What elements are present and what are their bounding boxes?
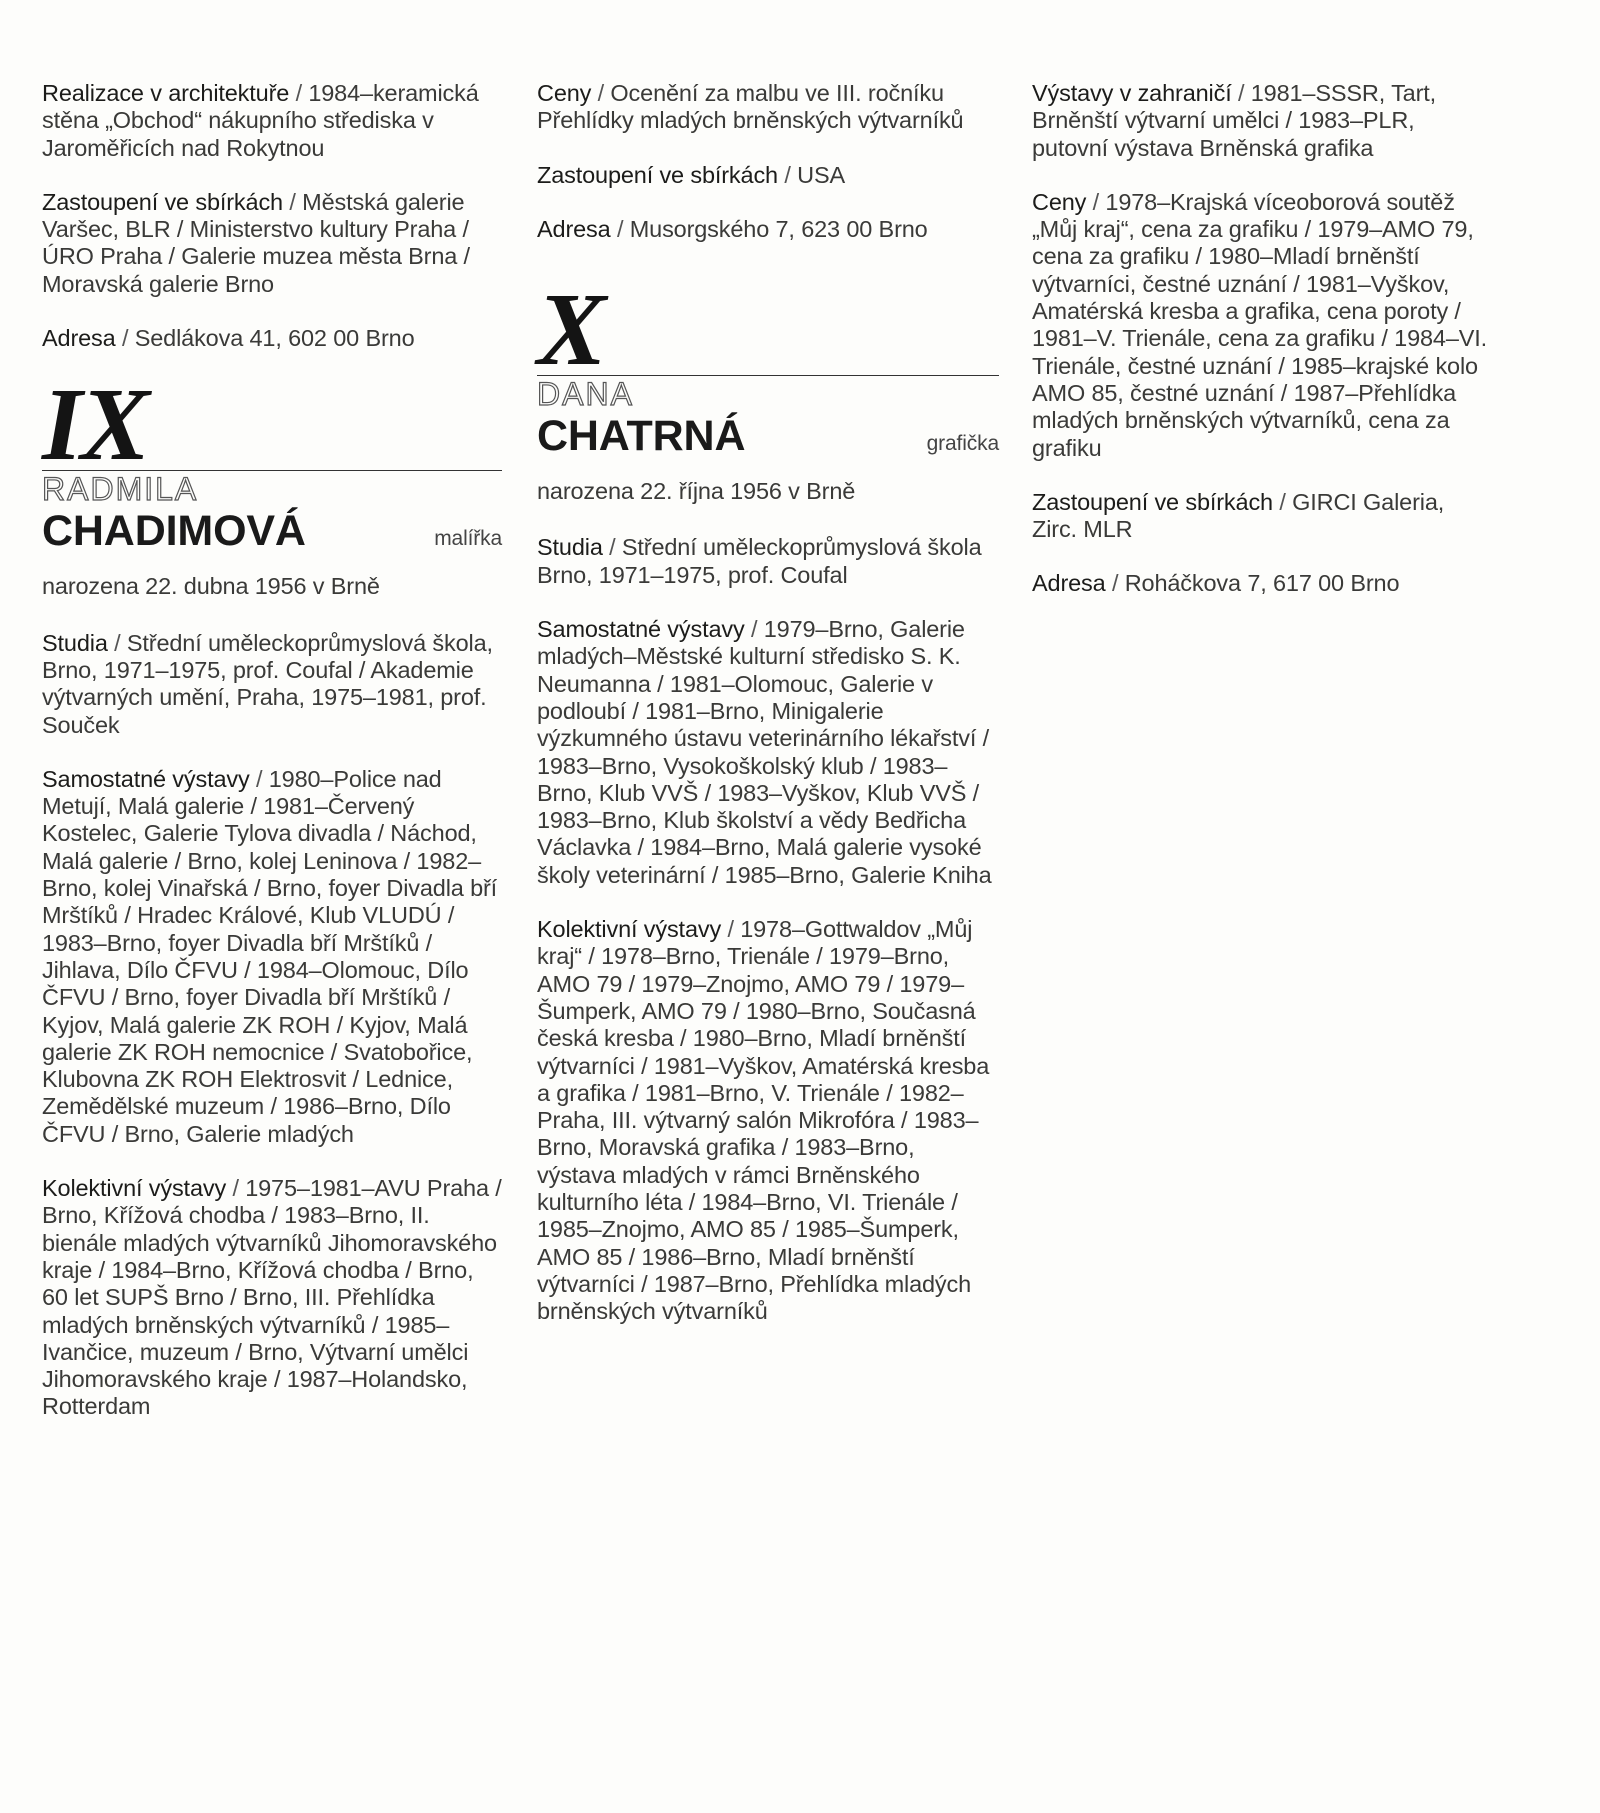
section-heading: Ceny [1032, 188, 1087, 215]
artist-number: X [537, 272, 605, 388]
section-body: Městská galerie Varšec, BLR / Ministerstvo kultury Praha / ÚRO Praha / Galerie muzea města Brna / Moravská galerie Brno [42, 188, 470, 297]
artist-last-name: CHATRNÁ [537, 412, 746, 461]
section-heading: Samostatné výstavy [42, 765, 250, 792]
artist-name-row [42, 507, 502, 555]
section-body: 1978–Gottwaldov „Můj kraj“ / 1978–Brno, Trienále / 1979–Brno, AMO 79 / 1979–Znojmo, AMO 79 / 1979–Šumperk, AMO 79 / 1980–Brno, Současná česká kresba / 1980–Brno, Mladí brněnští výtvarníci / 1981–Vyškov, Amatérská kresba a grafika / 1981–Brno, V. Trienále / 1982–Praha, III. výtvarný salón Mikrofóra / 1983–Brno, Moravská grafika / 1983–Brno, výstava mladých v rámci Brněnského kulturního léta / 1984–Brno, VI. Trienále / 1985–Znojmo, AMO 85 / 1985–Šumperk, AMO 85 / 1986–Brno, Mladí brněnští výtvarníci / 1987–Brno, Přehlídka mladých brněnských výtvarníků [537, 916, 990, 1325]
separator: / [609, 534, 622, 561]
separator: / [121, 325, 135, 352]
section-heading: Zastoupení ve sbírkách [537, 161, 778, 188]
separator: / [784, 161, 798, 188]
separator: / [616, 215, 630, 242]
separator: / [1279, 488, 1293, 515]
section-heading: Realizace v architektuře [42, 80, 290, 106]
separator: / [1237, 80, 1251, 106]
artist-born: narozena 22. dubna 1956 v Brně [42, 573, 380, 600]
separator: / [114, 629, 127, 656]
artist-first-name: RADMILA [42, 471, 199, 508]
section-body: GIRCI Galeria, Zirc. MLR [1032, 488, 1445, 543]
entry-section [1032, 189, 1492, 462]
section-heading: Samostatné výstavy [537, 616, 745, 643]
section-heading: Kolektivní výstavy [42, 1175, 227, 1202]
section-heading: Výstavy v zahraničí [1032, 80, 1232, 106]
artist-name-row [537, 412, 999, 460]
section-heading: Kolektivní výstavy [537, 916, 722, 943]
entry-section [1032, 80, 1492, 162]
entry-section [42, 189, 502, 298]
artist-born: narozena 22. října 1956 v Brně [537, 478, 856, 505]
section-body: USA [797, 161, 846, 188]
entry-section [537, 916, 999, 1325]
separator: / [289, 188, 303, 215]
section-heading: Studia [42, 629, 108, 656]
section-heading: Zastoupení ve sbírkách [1032, 488, 1273, 515]
artist-header [537, 272, 999, 461]
entry-section [42, 766, 502, 1148]
section-heading: Adresa [537, 215, 611, 242]
entry-section [537, 534, 999, 589]
section-body: 1978–Krajská víceoborová soutěž „Můj kraj“, cena za grafiku / 1979–AMO 79, cena za grafiku / 1980–Mladí brněnští výtvarníci, čestné uznání / 1981–Vyškov, Amatérská kresba a grafika, cena poroty / 1981–V. Trienále, cena za grafiku / 1984–VI. Trienále, čestné uznání / 1985–krajské kolo AMO 85, čestné uznání / 1987–Přehlídka mladých brněnských výtvarníků, cena za grafiku [1032, 188, 1488, 461]
artist-first-name: DANA [537, 376, 634, 413]
section-body: Musorgského 7, 623 00 Brno [629, 215, 928, 242]
entry-section [42, 325, 502, 352]
separator: / [597, 80, 611, 106]
artist-profession: grafička [926, 432, 999, 456]
entry-section [42, 80, 502, 162]
separator: / [1111, 570, 1125, 597]
section-heading: Adresa [42, 325, 116, 352]
separator: / [727, 916, 741, 943]
entry-section [42, 630, 502, 739]
section-body: Střední uměleckoprůmyslová škola Brno, 1971–1975, prof. Coufal [537, 534, 982, 588]
section-heading: Studia [537, 534, 603, 561]
artist-header [42, 367, 502, 556]
section-body: Střední uměleckoprůmyslová škola, Brno, 1971–1975, prof. Coufal / Akademie výtvarných umění, Praha, 1975–1981, prof. Souček [42, 629, 493, 738]
separator: / [750, 616, 764, 643]
column-left [42, 80, 502, 1448]
entry-section [42, 1175, 502, 1421]
entry-section [537, 162, 999, 189]
section-heading: Zastoupení ve sbírkách [42, 188, 283, 215]
artist-number: IX [42, 367, 148, 483]
section-body: Sedlákova 41, 602 00 Brno [134, 325, 415, 352]
section-body: 1975–1981–AVU Praha / Brno, Křížová chodba / 1983–Brno, II. bienále mladých výtvarníků Jihomoravského kraje / 1984–Brno, Křížová chodba / Brno, 60 let SUPŠ Brno / Brno, III. Přehlídka mladých brněnských výtvarníků / 1985–Ivančice, muzeum / Brno, Výtvarní umělci Jihomoravského kraje / 1987–Holandsko, Rotterdam [42, 1175, 502, 1420]
entry-section [1032, 570, 1492, 597]
entry-section [537, 80, 999, 135]
section-body: 1980–Police nad Metují, Malá galerie / 1981–Červený Kostelec, Galerie Tylova divadla / Náchod, Malá galerie / Brno, kolej Leninova / 1982–Brno, kolej Vinařská / Brno, foyer Divadla bří Mrštíků / Hradec Králové, Klub VLUDÚ / 1983–Brno, foyer Divadla bří Mrštíků / Jihlava, Dílo ČFVU / 1984–Olomouc, Dílo ČFVU / Brno, foyer Divadla bří Mrštíků / Kyjov, Malá galerie ZK ROH / Kyjov, Malá galerie ZK ROH nemocnice / Svatobořice, Klubovna ZK ROH Elektrosvit / Lednice, Zemědělské muzeum / 1986–Brno, Dílo ČFVU / Brno, Galerie mladých [42, 765, 498, 1147]
section-heading: Adresa [1032, 570, 1106, 597]
separator: / [295, 80, 309, 106]
section-heading: Ceny [537, 80, 592, 106]
section-body: 1979–Brno, Galerie mladých–Městské kulturní středisko S. K. Neumanna / 1981–Olomouc, Galerie v podloubí / 1981–Brno, Minigalerie výzkumného ústavu veterinárního lékařství / 1983–Brno, Vysokoškolský klub / 1983–Brno, Klub VVŠ / 1983–Vyškov, Klub VVŠ / 1983–Brno, Klub školství a vědy Bedřicha Václavka / 1984–Brno, Malá galerie vysoké školy veterinární / 1985–Brno, Galerie Kniha [537, 616, 992, 888]
entry-section [537, 216, 999, 243]
section-body: 1984–keramická stěna „Obchod“ nákupního střediska v Jaroměřicích nad Rokytnou [42, 80, 479, 161]
column-middle [537, 80, 999, 1353]
section-body: Roháčkova 7, 617 00 Brno [1124, 570, 1400, 597]
entry-section [537, 616, 999, 889]
separator: / [232, 1175, 246, 1202]
separator: / [1092, 188, 1106, 215]
entry-section [1032, 489, 1492, 544]
artist-last-name: CHADIMOVÁ [42, 507, 306, 556]
section-body: 1981–SSSR, Tart, Brněnští výtvarní umělci / 1983–PLR, putovní výstava Brněnská grafika [1032, 80, 1437, 161]
section-body: Ocenění za malbu ve III. ročníku Přehlídky mladých brněnských výtvarníků [537, 80, 964, 134]
artist-profession: malířka [434, 527, 502, 551]
column-right [1032, 80, 1492, 625]
separator: / [255, 765, 269, 792]
